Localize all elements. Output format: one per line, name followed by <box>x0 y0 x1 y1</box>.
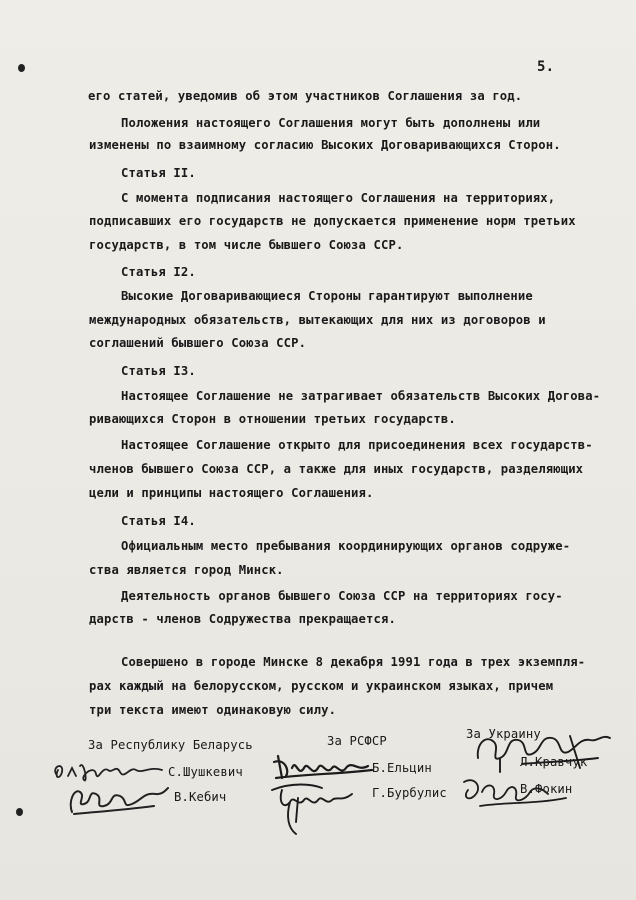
handwritten-signature-burbulis <box>262 778 362 842</box>
punch-hole-mark-top <box>18 64 25 72</box>
text-line: членов бывшего Союза ССР, а также для иных государств, разделяющих <box>89 462 584 476</box>
article-heading: Статья I4. <box>121 514 196 528</box>
text-line: дарств - членов Содружества прекращается. <box>89 612 396 626</box>
page-number: 5. <box>537 59 555 75</box>
text-line: Настоящее Соглашение открыто для присоединения всех государств- <box>121 438 593 452</box>
text-line: Настоящее Соглашение не затрагивает обязательств Высоких Догова- <box>121 389 601 403</box>
text-line: Деятельность органов бывшего Союза ССР на территориях госу- <box>121 589 563 603</box>
text-line: цели и принципы настоящего Соглашения. <box>89 486 374 500</box>
article-heading: Статья I2. <box>121 265 196 279</box>
signatory-name: В.Фокин <box>520 782 573 796</box>
text-line: его статей, уведомив об этом участников Соглашения за год. <box>88 89 523 103</box>
text-line: Официальным место пребывания координирующих органов содруже- <box>121 539 571 553</box>
signatory-header-belarus: За Республику Беларусь <box>88 738 253 752</box>
text-line: ства является город Минск. <box>89 563 284 577</box>
signatory-name: С.Шушкевич <box>168 765 243 779</box>
text-line: Совершено в городе Минске 8 декабря 1991 года в трех экземпля- <box>121 655 586 669</box>
signatory-name: В.Кебич <box>174 790 227 804</box>
text-line: рах каждый на белорусском, русском и украинском языках, причем <box>89 679 554 693</box>
text-line: ривающихся Сторон в отношении третьих государств. <box>89 412 456 426</box>
text-line: Положения настоящего Соглашения могут быть дополнены или <box>121 116 541 130</box>
text-line: изменены по взаимному согласию Высоких Договаривающихся Сторон. <box>89 138 561 152</box>
text-line: три текста имеют одинаковую силу. <box>89 703 337 717</box>
article-heading: Статья I3. <box>121 364 196 378</box>
signatory-name: Л.Кравчук <box>520 755 588 769</box>
text-line: международных обязательств, вытекающих для них из договоров и <box>89 313 546 327</box>
punch-hole-mark-bottom <box>16 808 23 816</box>
handwritten-signature-kebich <box>64 782 174 826</box>
handwritten-signature-fokin <box>456 772 576 816</box>
text-line: С момента подписания настоящего Соглашения на территориях, <box>121 191 556 205</box>
text-line: соглашений бывшего Союза ССР. <box>89 336 307 350</box>
text-line: государств, в том числе бывшего Союза ССР. <box>89 238 404 252</box>
signatory-header-rsfsr: За РСФСР <box>327 734 387 748</box>
signatory-name: Б.Ельцин <box>372 761 432 775</box>
signatory-name: Г.Бурбулис <box>372 786 447 800</box>
signatory-header-ukraine: За Украину <box>466 727 541 741</box>
article-heading: Статья II. <box>121 166 196 180</box>
text-line: подписавших его государств не допускается применение норм третьих <box>89 214 576 228</box>
text-line: Высокие Договаривающиеся Стороны гарантируют выполнение <box>121 289 533 303</box>
